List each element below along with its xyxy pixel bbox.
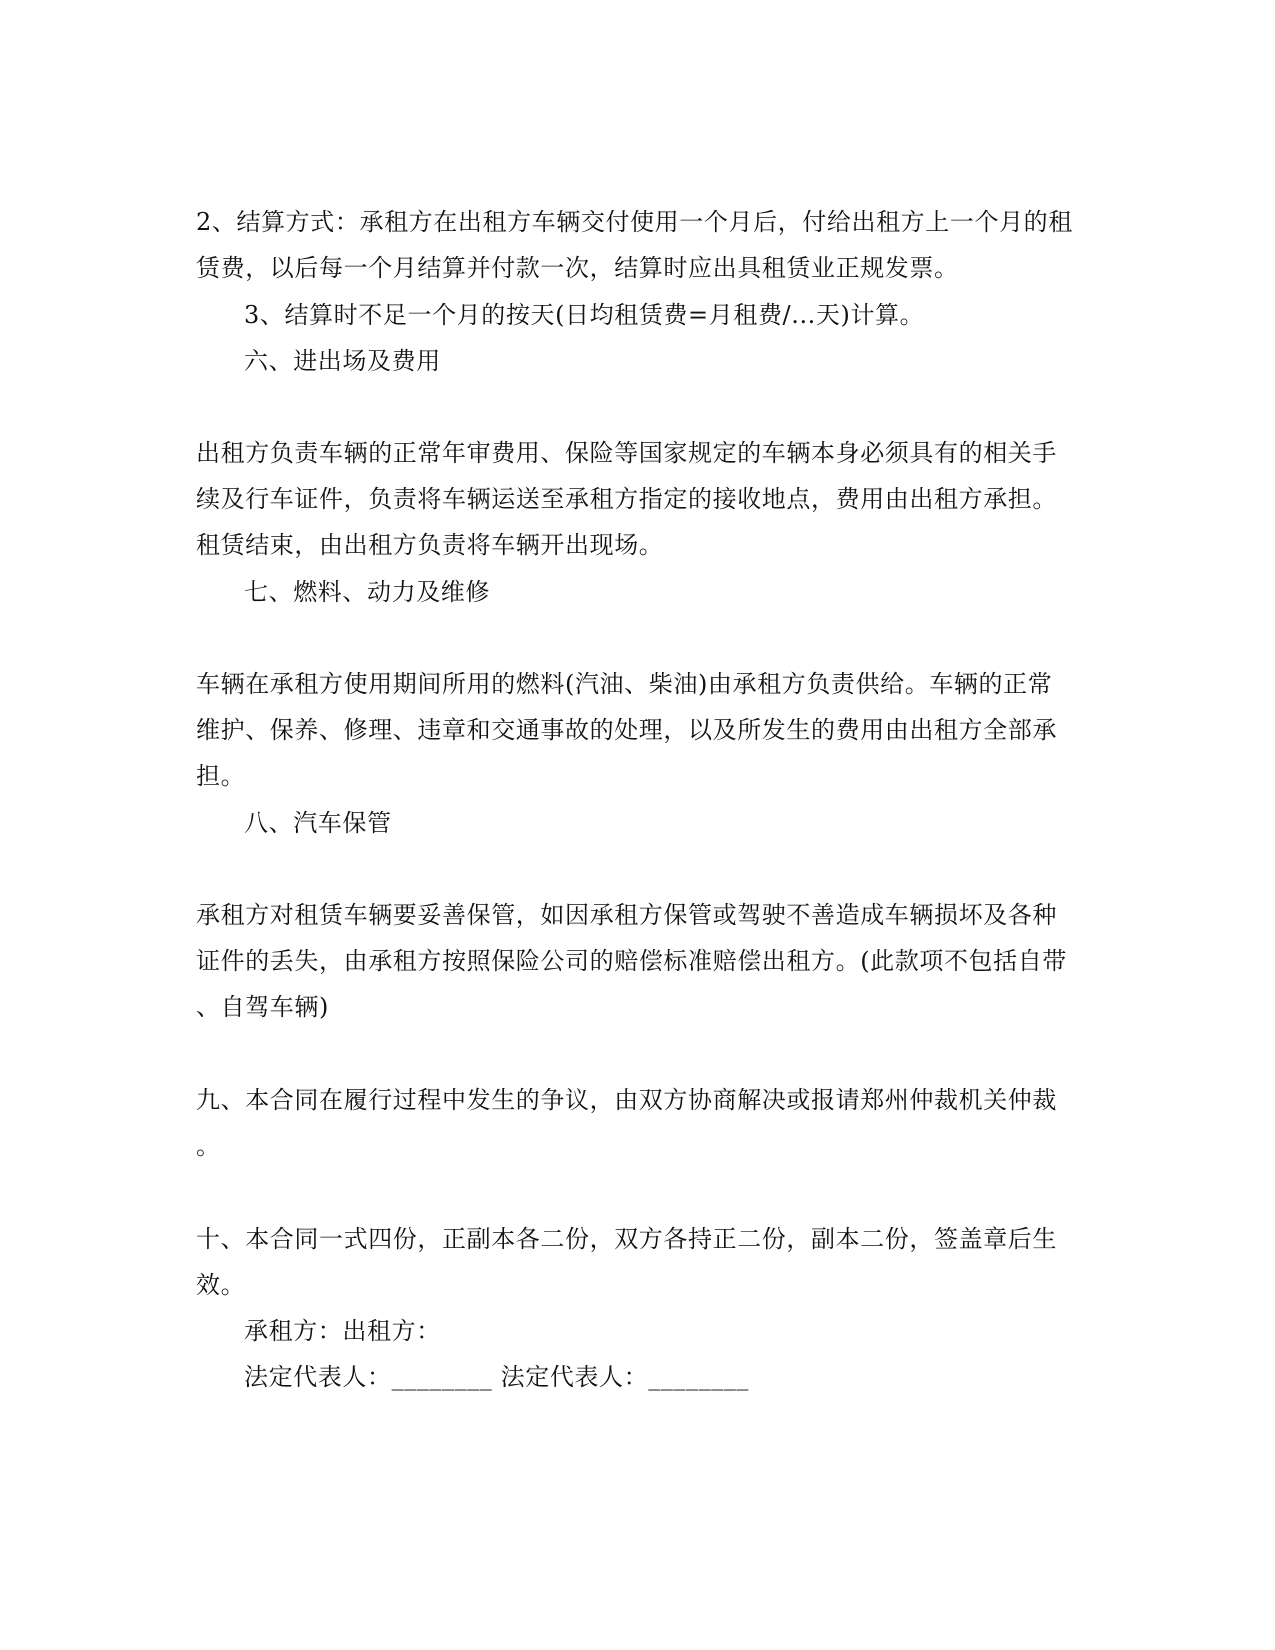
section-10-line-1: 十、本合同一式四份，正副本各二份，双方各持正二份，副本二份，签盖章后生	[196, 1225, 1057, 1253]
section-heading-7: 七、燃料、动力及维修	[244, 578, 490, 606]
section-6-body-line-1: 出租方负责车辆的正常年审费用、保险等国家规定的车辆本身必须具有的相关手	[196, 439, 1057, 467]
section-7-body-line-1: 车辆在承租方使用期间所用的燃料(汽油、柴油)由承租方负责供给。车辆的正常	[196, 670, 1053, 698]
section-8-body-line-1: 承租方对租赁车辆要妥善保管，如因承租方保管或驾驶不善造成车辆损坏及各种	[196, 901, 1057, 929]
clause-5-2-line-1: 2、结算方式：承租方在出租方车辆交付使用一个月后，付给出租方上一个月的租	[196, 208, 1073, 236]
section-7-body-line-2: 维护、保养、修理、违章和交通事故的处理，以及所发生的费用由出租方全部承	[196, 716, 1057, 744]
signature-representatives: 法定代表人：________ 法定代表人：________	[244, 1363, 750, 1391]
section-9-line-2: 。	[196, 1132, 221, 1160]
section-7-body-line-3: 担。	[196, 762, 246, 790]
section-8-body-line-3: 、自驾车辆)	[196, 993, 329, 1021]
section-9-line-1: 九、本合同在履行过程中发生的争议，由双方协商解决或报请郑州仲裁机关仲裁	[196, 1086, 1057, 1114]
section-8-body-line-2: 证件的丢失，由承租方按照保险公司的赔偿标准赔偿出租方。(此款项不包括自带	[196, 947, 1067, 975]
clause-5-3: 3、结算时不足一个月的按天(日均租赁费=月租费/...天)计算。	[244, 301, 925, 329]
clause-5-2-line-2: 赁费，以后每一个月结算并付款一次，结算时应出具租赁业正规发票。	[196, 254, 959, 282]
signature-parties: 承租方：出租方：	[244, 1317, 441, 1345]
section-6-body-line-3: 租赁结束，由出租方负责将车辆开出现场。	[196, 531, 664, 559]
section-10-line-2: 效。	[196, 1271, 246, 1299]
section-6-body-line-2: 续及行车证件，负责将车辆运送至承租方指定的接收地点，费用由出租方承担。	[196, 485, 1057, 513]
section-heading-6: 六、进出场及费用	[244, 347, 441, 375]
section-heading-8: 八、汽车保管	[244, 809, 392, 837]
